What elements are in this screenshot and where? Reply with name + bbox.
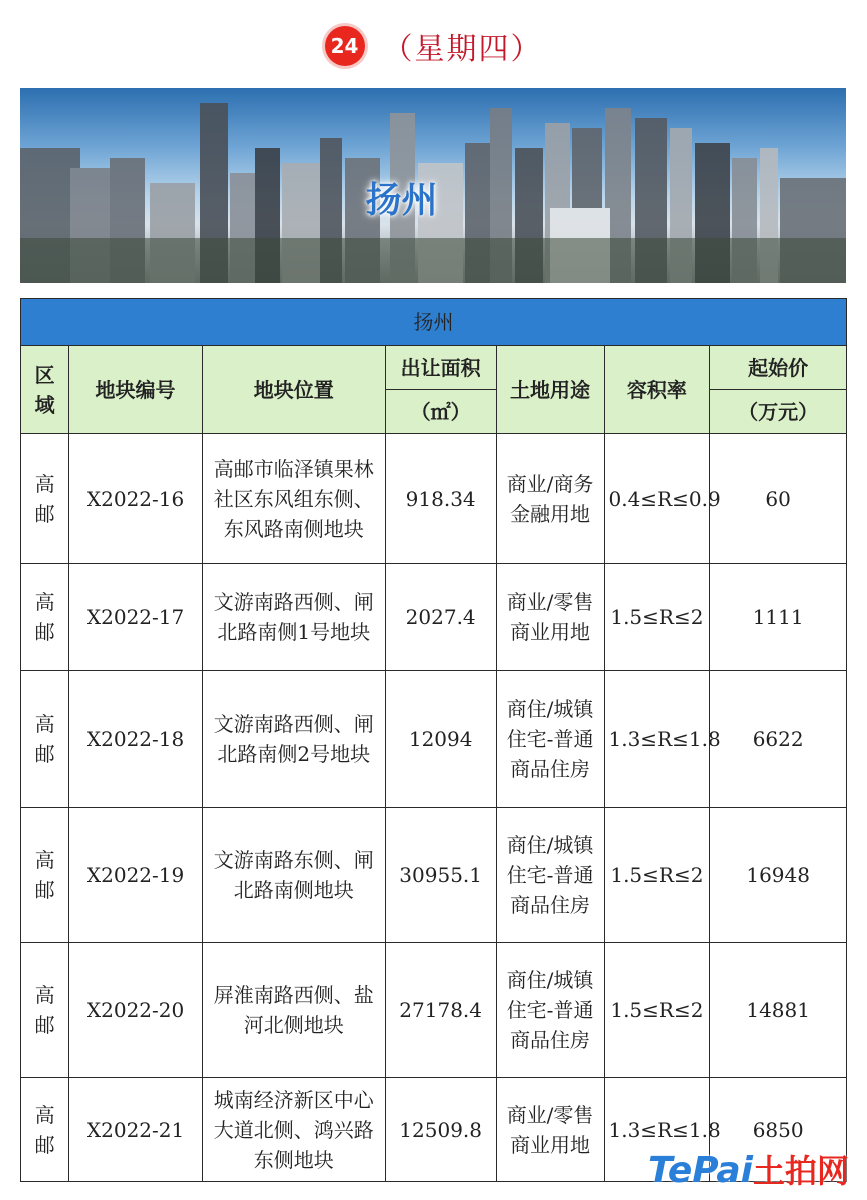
watermark-cn: 土拍网 bbox=[752, 1152, 849, 1190]
cell-district: 高邮 bbox=[21, 434, 69, 564]
page-header bbox=[0, 20, 867, 72]
table-row bbox=[21, 808, 847, 943]
cell-use: 商住/城镇住宅-普通商品住房 bbox=[496, 943, 604, 1078]
watermark-brand: TePai bbox=[647, 1150, 753, 1191]
cell-plot-no: X2022-18 bbox=[69, 671, 203, 808]
cell-far: 1.3≤R≤1.8 bbox=[604, 1078, 710, 1182]
cell-use: 商业/零售商业用地 bbox=[496, 564, 604, 671]
cell-plot-no: X2022-17 bbox=[69, 564, 203, 671]
cell-district: 高邮 bbox=[21, 671, 69, 808]
cell-far: 1.3≤R≤1.8 bbox=[604, 671, 710, 808]
col-header-price-unit: （万元） bbox=[710, 390, 847, 434]
banner-city-title: 扬州 bbox=[365, 180, 438, 221]
weekday-label: （星期四） bbox=[382, 32, 543, 67]
tepai-watermark-logo bbox=[648, 1146, 849, 1192]
cell-price: 16948 bbox=[710, 808, 847, 943]
cell-far: 1.5≤R≤2 bbox=[604, 564, 710, 671]
table-row bbox=[21, 564, 847, 671]
cell-location: 文游南路西侧、闸北路南侧2号地块 bbox=[202, 671, 385, 808]
cell-location: 文游南路东侧、闸北路南侧地块 bbox=[202, 808, 385, 943]
cell-district: 高邮 bbox=[21, 564, 69, 671]
cell-far: 0.4≤R≤0.9 bbox=[604, 434, 710, 564]
cell-location: 高邮市临泽镇果林社区东风组东侧、东风路南侧地块 bbox=[202, 434, 385, 564]
cell-use: 商住/城镇住宅-普通商品住房 bbox=[496, 808, 604, 943]
cell-location: 城南经济新区中心大道北侧、鸿兴路东侧地块 bbox=[202, 1078, 385, 1182]
col-header-use: 土地用途 bbox=[496, 346, 604, 434]
cell-price: 1111 bbox=[710, 564, 847, 671]
cell-plot-no: X2022-19 bbox=[69, 808, 203, 943]
table-row bbox=[21, 434, 847, 564]
cell-price: 60 bbox=[710, 434, 847, 564]
col-header-area: 出让面积 bbox=[385, 346, 496, 390]
land-auction-table bbox=[20, 298, 847, 1182]
col-header-location: 地块位置 bbox=[202, 346, 385, 434]
cell-district: 高邮 bbox=[21, 1078, 69, 1182]
cell-area: 27178.4 bbox=[385, 943, 496, 1078]
col-header-district: 区域 bbox=[21, 346, 69, 434]
cell-location: 文游南路西侧、闸北路南侧1号地块 bbox=[202, 564, 385, 671]
col-header-price: 起始价 bbox=[710, 346, 847, 390]
table-header-row bbox=[21, 346, 847, 390]
page-number-badge: 24 bbox=[325, 26, 365, 66]
cell-area: 918.34 bbox=[385, 434, 496, 564]
cell-area: 2027.4 bbox=[385, 564, 496, 671]
cell-use: 商业/零售商业用地 bbox=[496, 1078, 604, 1182]
cell-area: 12509.8 bbox=[385, 1078, 496, 1182]
cell-district: 高邮 bbox=[21, 808, 69, 943]
table-row bbox=[21, 943, 847, 1078]
cell-use: 商业/商务金融用地 bbox=[496, 434, 604, 564]
cell-price: 14881 bbox=[710, 943, 847, 1078]
cell-far: 1.5≤R≤2 bbox=[604, 943, 710, 1078]
cell-price: 6850 bbox=[710, 1078, 847, 1182]
table-title-row bbox=[21, 299, 847, 346]
table-row bbox=[21, 671, 847, 808]
cell-price: 6622 bbox=[710, 671, 847, 808]
table-title: 扬州 bbox=[21, 299, 847, 346]
cell-area: 12094 bbox=[385, 671, 496, 808]
cell-plot-no: X2022-20 bbox=[69, 943, 203, 1078]
col-header-area-unit: （㎡） bbox=[385, 390, 496, 434]
col-header-plot-no: 地块编号 bbox=[69, 346, 203, 434]
cell-use: 商住/城镇住宅-普通商品住房 bbox=[496, 671, 604, 808]
cell-far: 1.5≤R≤2 bbox=[604, 808, 710, 943]
col-header-far: 容积率 bbox=[604, 346, 710, 434]
cell-location: 屏淮南路西侧、盐河北侧地块 bbox=[202, 943, 385, 1078]
cell-plot-no: X2022-16 bbox=[69, 434, 203, 564]
cell-district: 高邮 bbox=[21, 943, 69, 1078]
cell-plot-no: X2022-21 bbox=[69, 1078, 203, 1182]
cell-area: 30955.1 bbox=[385, 808, 496, 943]
